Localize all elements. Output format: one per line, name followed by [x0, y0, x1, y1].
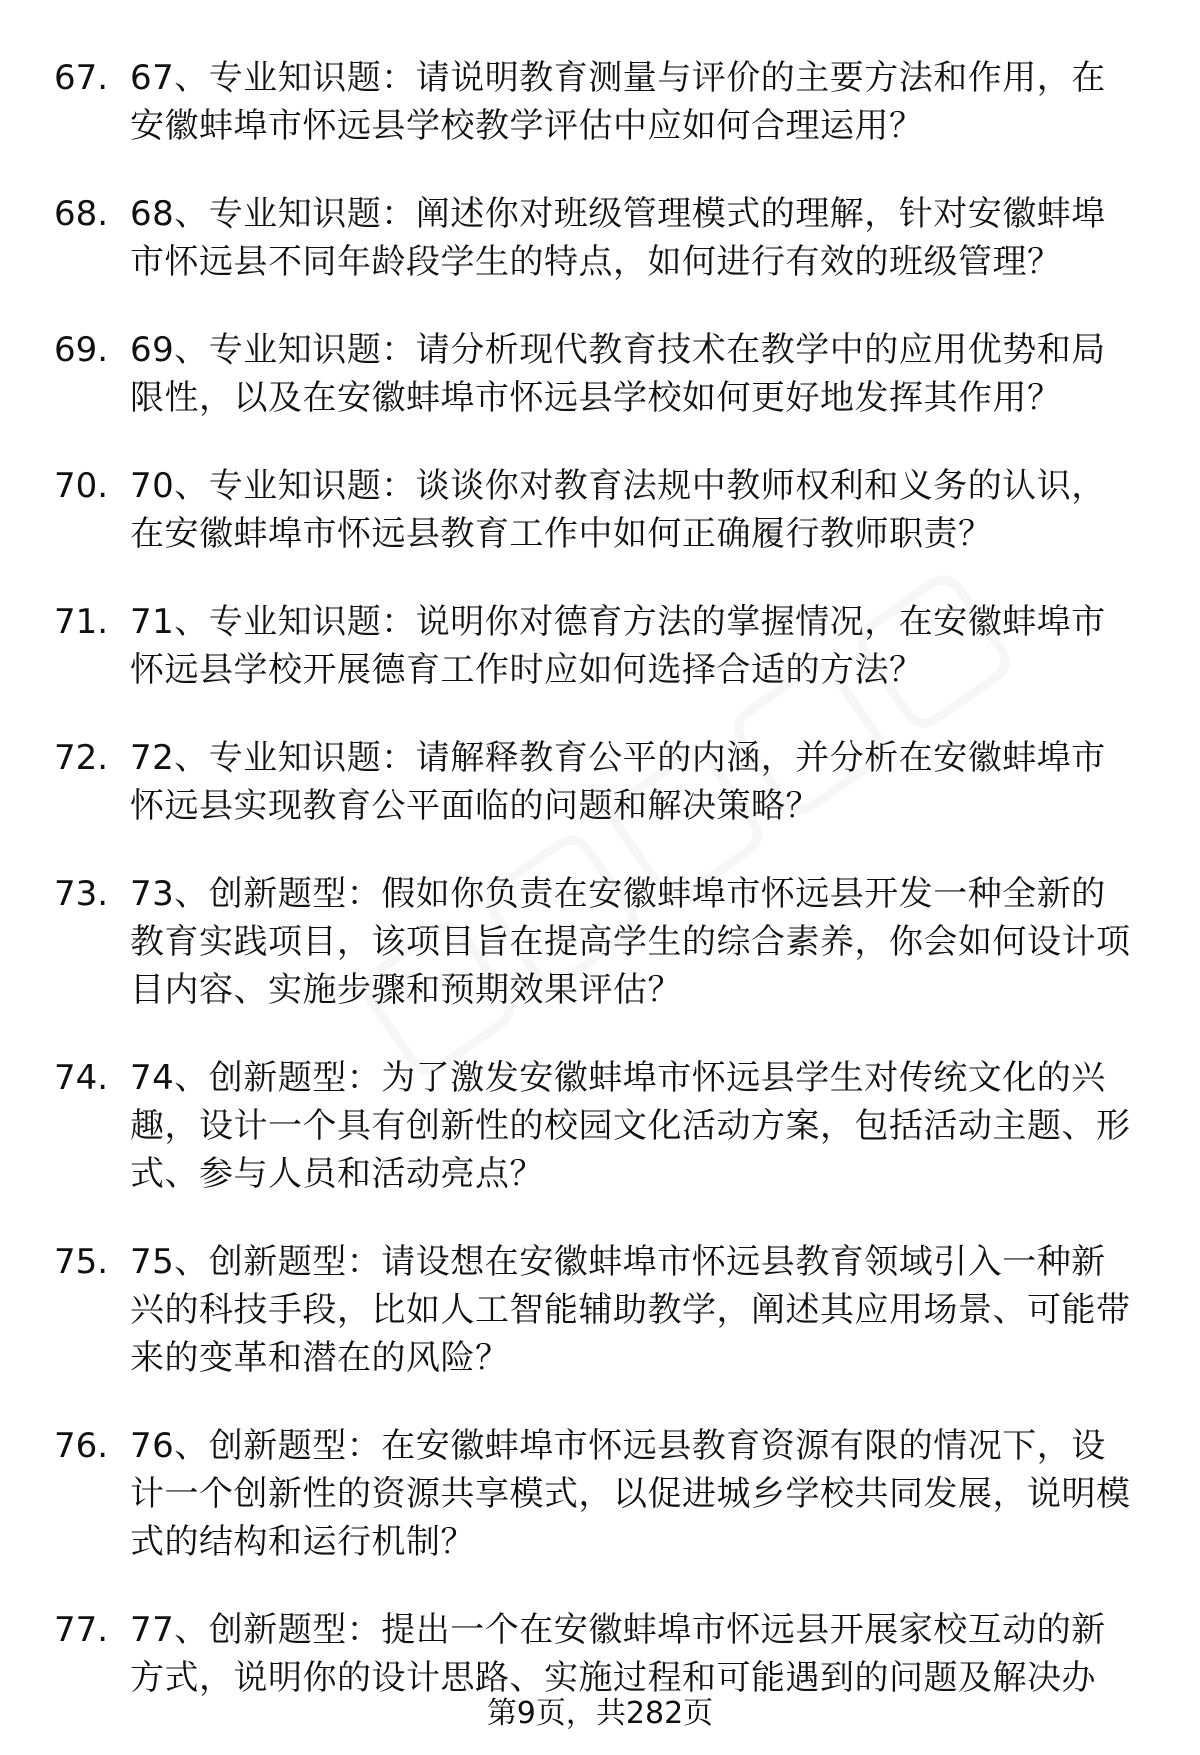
- question-text: 67、专业知识题：请说明教育测量与评价的主要方法和作用，在安徽蚌埠市怀远县学校教学评估中应如何合理运用？: [130, 58, 1106, 146]
- list-item: [0, 1054, 1200, 1198]
- page-number-label: 第9页，共282页: [486, 1696, 714, 1731]
- page-footer: [0, 1694, 1200, 1734]
- question-list: [0, 54, 1200, 1742]
- question-text: 73、创新题型：假如你负责在安徽蚌埠市怀远县开发一种全新的教育实践项目，该项目旨在提高学生的综合素养，你会如何设计项目内容、实施步骤和预期效果评估？: [130, 874, 1131, 1010]
- question-number: 77.: [54, 1610, 109, 1650]
- question-number: 73.: [54, 874, 109, 914]
- list-item: [0, 1238, 1200, 1382]
- question-number: 70.: [54, 466, 109, 506]
- question-number: 75.: [54, 1242, 109, 1282]
- list-item: [0, 734, 1200, 830]
- list-item: [0, 54, 1200, 150]
- question-text: 74、创新题型：为了激发安徽蚌埠市怀远县学生对传统文化的兴趣，设计一个具有创新性的校园文化活动方案，包括活动主题、形式、参与人员和活动亮点？: [130, 1058, 1131, 1194]
- list-item: [0, 598, 1200, 694]
- question-text: 75、创新题型：请设想在安徽蚌埠市怀远县教育领域引入一种新兴的科技手段，比如人工智能辅助教学，阐述其应用场景、可能带来的变革和潜在的风险？: [130, 1242, 1131, 1378]
- question-number: 72.: [54, 738, 109, 778]
- question-text: 69、专业知识题：请分析现代教育技术在教学中的应用优势和局限性，以及在安徽蚌埠市怀远县学校如何更好地发挥其作用？: [130, 330, 1106, 418]
- list-item: [0, 462, 1200, 558]
- question-number: 68.: [54, 194, 109, 234]
- list-item: [0, 190, 1200, 286]
- list-item: [0, 870, 1200, 1014]
- question-text: 72、专业知识题：请解释教育公平的内涵，并分析在安徽蚌埠市怀远县实现教育公平面临的问题和解决策略？: [130, 738, 1106, 826]
- question-text: 77、创新题型：提出一个在安徽蚌埠市怀远县开展家校互动的新方式，说明你的设计思路、实施过程和可能遇到的问题及解决办: [130, 1610, 1106, 1698]
- question-number: 69.: [54, 330, 109, 370]
- question-text: 70、专业知识题：谈谈你对教育法规中教师权利和义务的认识，在安徽蚌埠市怀远县教育工作中如何正确履行教师职责？: [130, 466, 1106, 554]
- list-item: [0, 1422, 1200, 1566]
- question-number: 76.: [54, 1426, 109, 1466]
- list-item: [0, 1606, 1200, 1702]
- list-item: [0, 326, 1200, 422]
- question-number: 71.: [54, 602, 109, 642]
- question-text: 71、专业知识题：说明你对德育方法的掌握情况，在安徽蚌埠市怀远县学校开展德育工作时应如何选择合适的方法？: [130, 602, 1106, 690]
- question-text: 76、创新题型：在安徽蚌埠市怀远县教育资源有限的情况下，设计一个创新性的资源共享模式，以促进城乡学校共同发展，说明模式的结构和运行机制？: [130, 1426, 1131, 1562]
- question-number: 74.: [54, 1058, 109, 1098]
- question-number: 67.: [54, 58, 109, 98]
- question-text: 68、专业知识题：阐述你对班级管理模式的理解，针对安徽蚌埠市怀远县不同年龄段学生的特点，如何进行有效的班级管理？: [130, 194, 1106, 282]
